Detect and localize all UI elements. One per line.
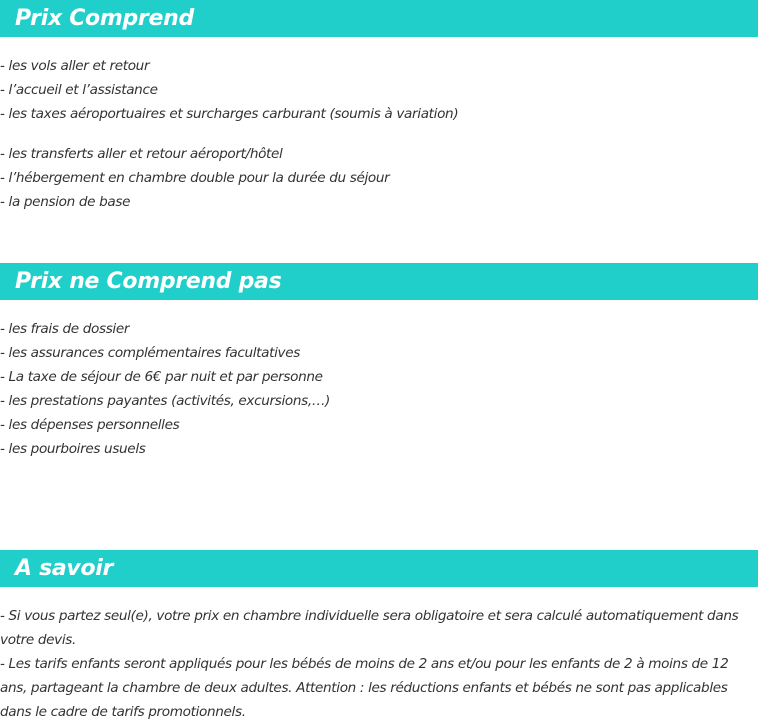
included-list-group1 [0,54,458,126]
included-item: - les taxes aéroportuaires et surcharges carburant (soumis à variation) [0,106,459,122]
info-title: A savoir [15,556,114,581]
excluded-item: - les pourboires usuels [0,441,146,457]
included-item: - l’hébergement en chambre double pour la durée du séjour [0,170,390,186]
included-item: - les vols aller et retour [0,58,150,74]
included-item: - la pension de base [0,194,131,210]
excluded-item: - les prestations payantes (activités, excursions,…) [0,393,331,409]
included-title: Prix Comprend [15,6,194,31]
included-header-bar [0,0,758,37]
included-list-group2 [0,142,389,214]
included-item: - les transferts aller et retour aéroport/hôtel [0,146,283,162]
excluded-item: - les dépenses personnelles [0,417,180,433]
info-paragraph: - Les tarifs enfants seront appliqués pour les bébés de moins de 2 ans et/ou pour les enfants de 2 à moins de 12 ans, partageant la chambre de deux adultes. Attention : les réductions enfants et bébés ne sont pas applicables dans le cadre de tarifs promotionnels. [0,656,729,720]
info-section [0,550,758,587]
excluded-header-bar [0,263,758,300]
excluded-item: - les assurances complémentaires facultatives [0,345,300,361]
info-paragraph: - Si vous partez seul(e), votre prix en chambre individuelle sera obligatoire et sera calculé automatiquement dans votre devis. [0,608,739,648]
excluded-section [0,263,758,300]
info-body [0,604,758,724]
excluded-title: Prix ne Comprend pas [15,269,282,294]
excluded-item: - La taxe de séjour de 6€ par nuit et par personne [0,369,323,385]
included-item: - l’accueil et l’assistance [0,82,158,98]
included-section [0,0,758,37]
excluded-list [0,317,330,461]
info-header-bar [0,550,758,587]
excluded-item: - les frais de dossier [0,321,130,337]
